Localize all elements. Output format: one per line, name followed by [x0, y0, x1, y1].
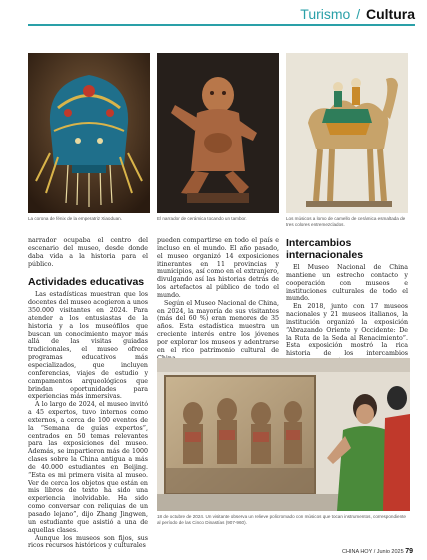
- col3-paragraph-2: En 2018, junto con 17 museos nacionales y 21 museos italianos, la institución organizó la exposición “Abrazando Oriente y Occidente: De la Ruta de la Seda al Renacimiento”. Esta exposición mostró la rica historia de los intercambios: [286, 303, 408, 358]
- drummer-photo: [157, 53, 279, 213]
- footer-page-number: 79: [405, 548, 413, 555]
- section-name-cultura: Cultura: [366, 6, 415, 22]
- footer-month-year: Junio 2025: [376, 549, 404, 555]
- section-name-turismo: Turismo: [300, 6, 351, 22]
- column-2: [157, 237, 279, 363]
- section-header: [300, 6, 415, 22]
- header-rule: [28, 24, 415, 26]
- footer-magazine: CHINA HOY: [342, 549, 373, 555]
- relief-photo: [157, 358, 410, 511]
- heading-intercambios-internacionales: Intercambios internacionales: [286, 237, 364, 261]
- col2-paragraph-1: pueden compartirse en todo el país e incluso en el mundo. El año pasado, el museo organizó 14 exposiciones itinerantes en 11 provincias y municipios, así como en el extranjero, divulgando así las historias detrás de los artefactos al público de todo el mundo.: [157, 237, 279, 299]
- heading-actividades-educativas: Actividades educativas: [28, 276, 145, 289]
- col1-paragraph-0: narrador ocupaba el centro del escenario del museo, desde donde daba vida a la historia para el público.: [28, 237, 148, 268]
- caption-relief: 18 de octubre de 2024. Un visitante observa un relieve policromado con músicos que tocan instrumentos, correspondiente al período de las Cinco Dinastías (907-960).: [157, 514, 406, 525]
- crown-photo: [28, 53, 150, 213]
- column-1: [28, 237, 148, 550]
- col2-paragraph-2: Según el Museo Nacional de China, en 2024, la mayoría de sus visitantes (más del 60 %) eran menores de 35 años. Esta estadística muestra un creciente interés entre los jóvenes por explorar los museos y adentrarse en el rico patrimonio cultural de: [157, 299, 279, 354]
- col1-paragraph-3: Aunque los museos son fijos, sus ricos recursos históricos y culturales: [28, 534, 148, 550]
- section-separator: /: [356, 6, 361, 22]
- caption-drummer: El narrador de cerámica tocando un tambor.: [157, 216, 247, 221]
- column-3: [286, 237, 408, 374]
- caption-crown: La corona de fénix de la emperatriz Xiaoduan.: [28, 216, 122, 221]
- caption-camel: Los músicos a lomo de camello de cerámica esmaltada de tres colores entremezclados.: [286, 216, 406, 227]
- col3-paragraph-1: El Museo Nacional de China mantiene un estrecho contacto y cooperación con museos e instituciones culturales de todo el mundo.: [286, 264, 408, 303]
- page-footer: [342, 548, 413, 555]
- col1-paragraph-2: A lo largo de 2024, el museo invitó a 45 expertos, tuvo internos como externos, a cerca de 100 eventos de la “Semana de guías expertos”, centrados en 50 temas relevantes para las exposiciones del museo. Además, se impartieron más de 1000 clases sobre la China antigua a más de 40.000 estudiantes en Beijing. “Esta es mi primera visita al museo. Ver de cerca los objetos que están en mis libros de texto ha sido una experiencia inolvidable. Ha sido como conversar con reliquias de un pasado lejano”, dijo Zhang Jingwen, un estudiante que asistió a una de aquellas clases.: [28, 401, 148, 534]
- footer-separator: /: [373, 549, 376, 555]
- col1-paragraph-1: Las estadísticas muestran que los docentes del museo acogieron a unos 350.000 visitantes en 2024. Para atender a los entusiastas de la historia y a los museófilos que buscan un conocimiento mayor más allá de las visitas guiadas tradicionales, el museo ofrece programas educativos más especializados, que incluyen conferencias, viajes de estudio y campamentos arqueológicos que brindan oportunidades para experiencias más inmersivas.: [28, 291, 148, 401]
- camel-photo: [286, 53, 408, 213]
